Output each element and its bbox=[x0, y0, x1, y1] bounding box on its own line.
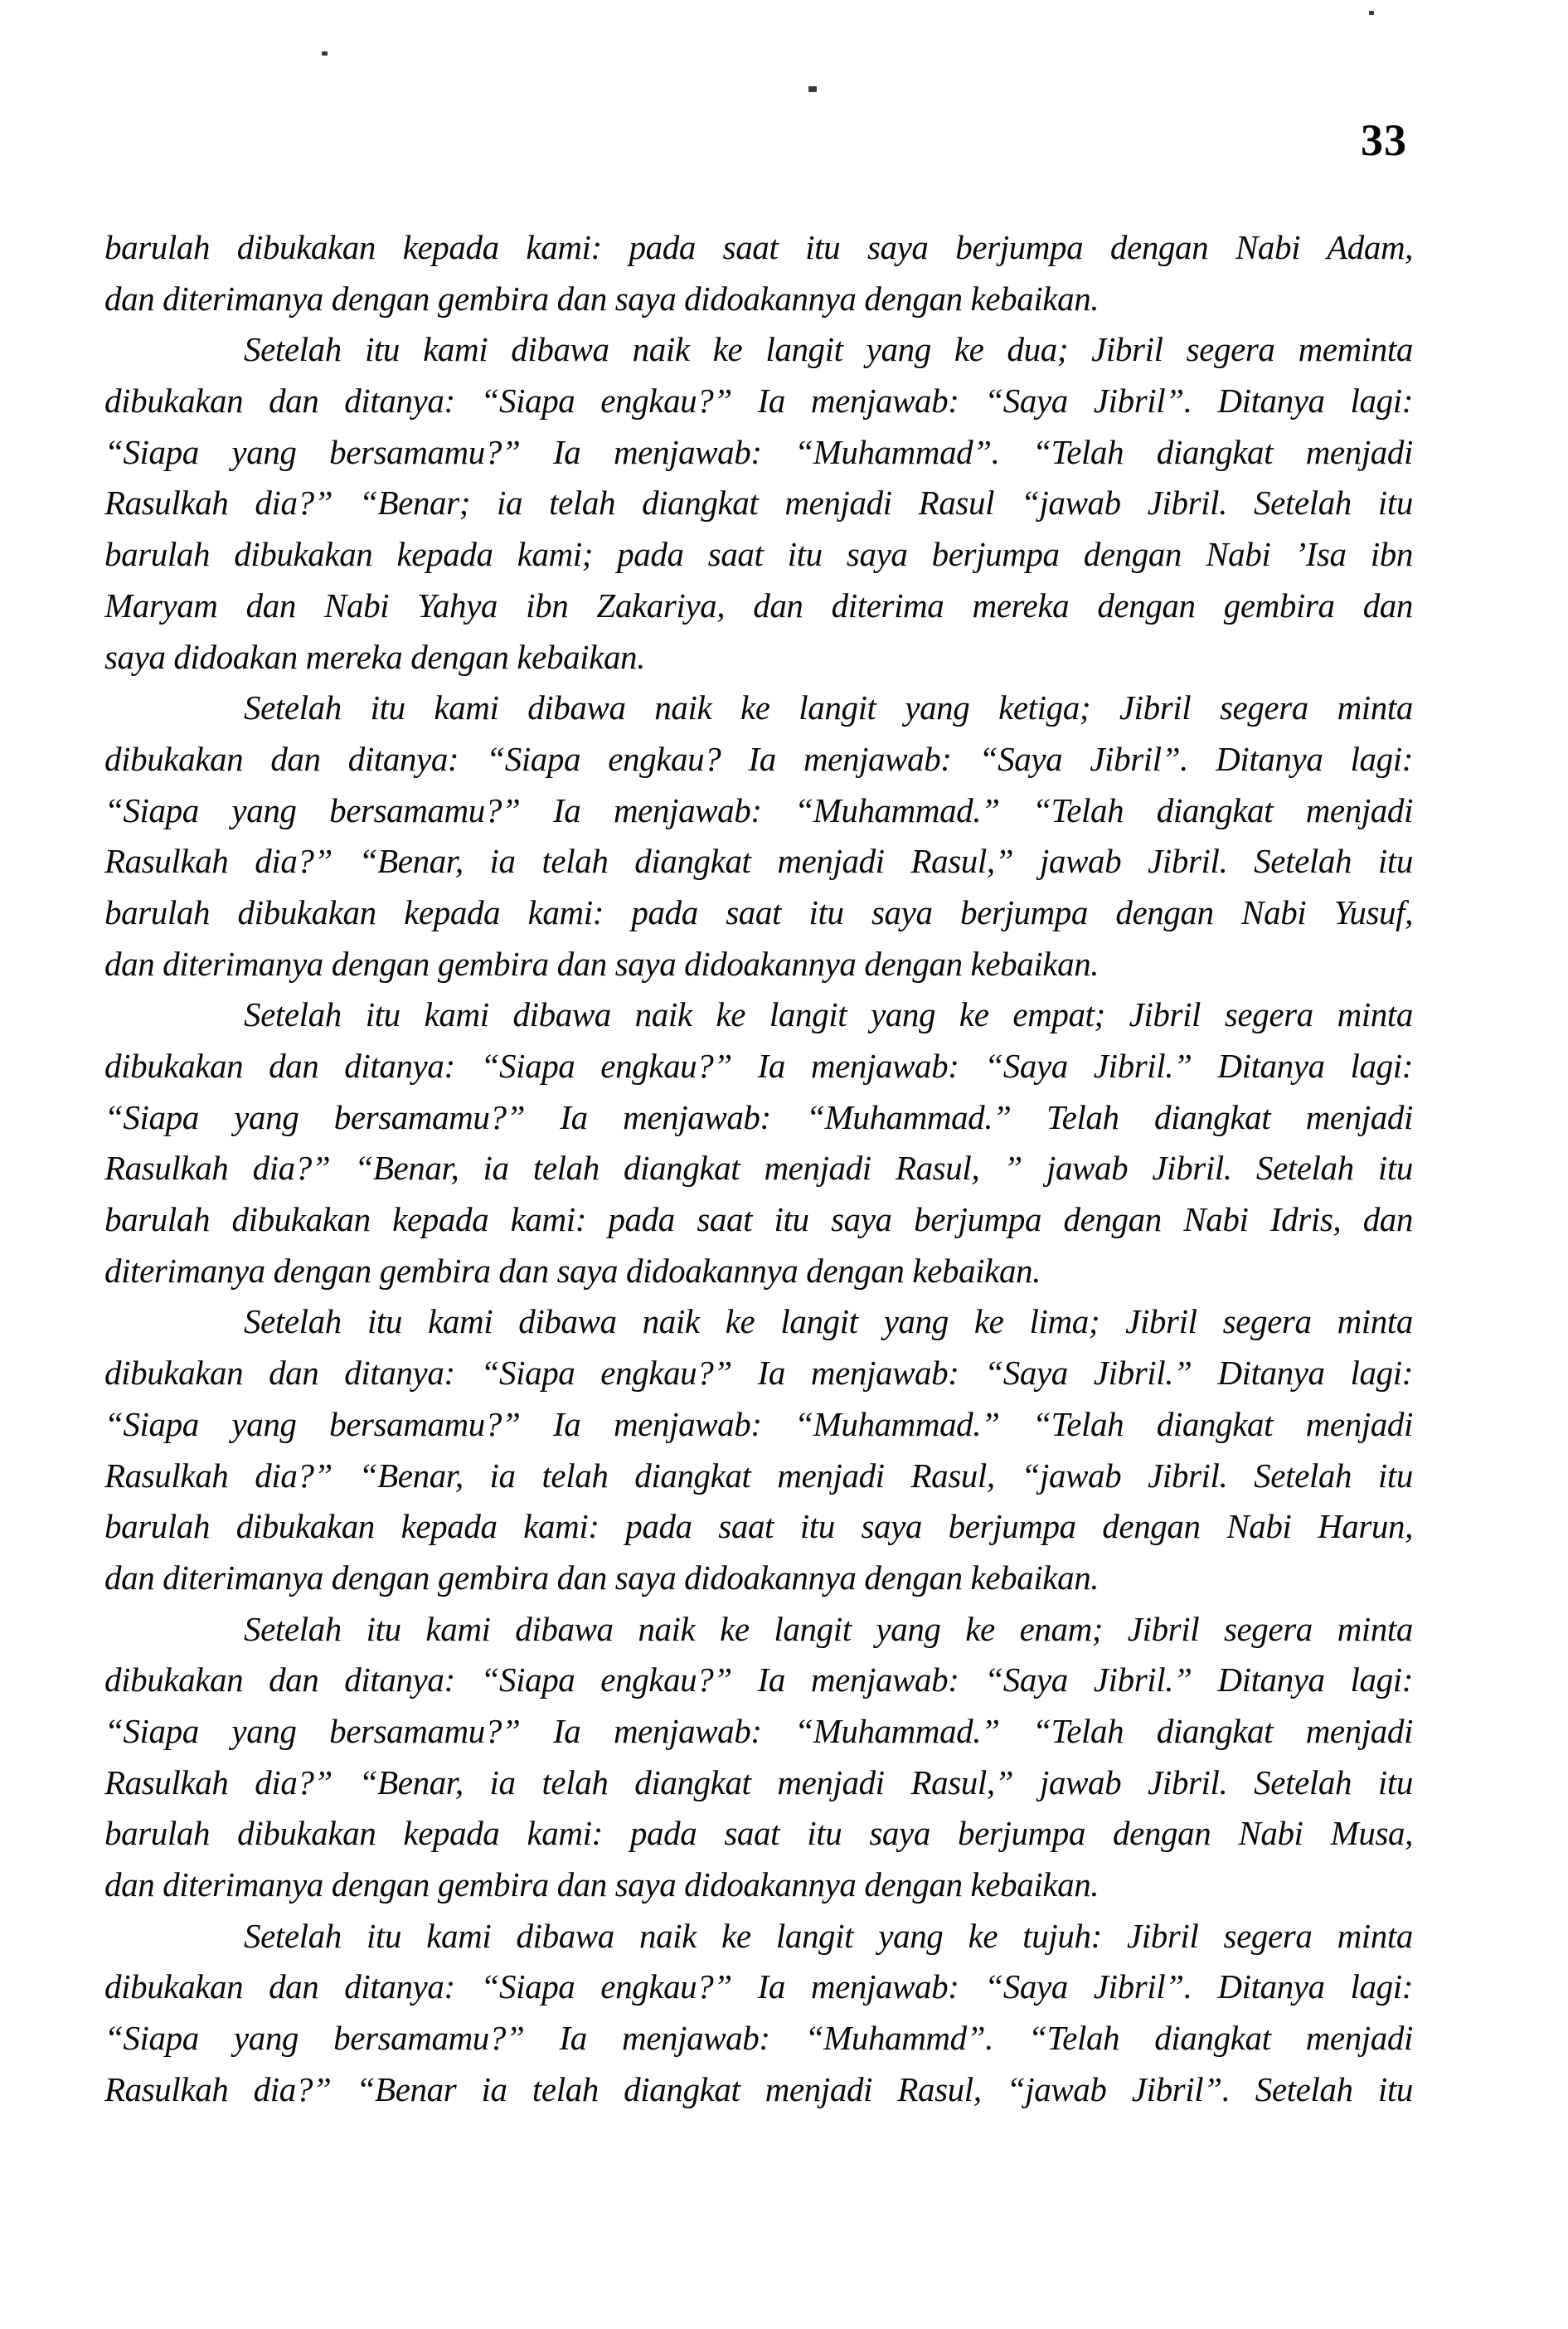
text-line: Setelah itu kami dibawa naik ke langit yang ke enam; Jibril segera minta bbox=[244, 1609, 1413, 1648]
text-line: barulah dibukakan kepada kami: pada saat itu saya berjumpa dengan Nabi Musa, bbox=[104, 1814, 1413, 1853]
paragraph bbox=[104, 989, 1413, 1296]
text-line: saya didoakan mereka dengan kebaikan. bbox=[104, 637, 646, 676]
text-line: dan diterimanya dengan gembira dan saya didoakannya dengan kebaikan. bbox=[104, 944, 1100, 983]
text-line: barulah dibukakan kepada kami: pada saat itu saya berjumpa dengan Nabi Harun, bbox=[104, 1507, 1413, 1546]
text-line: Rasulkah dia?” “Benar, ia telah diangkat menjadi Rasul, ” jawab Jibril. Setelah itu bbox=[104, 1149, 1413, 1188]
paragraph bbox=[104, 1911, 1413, 2116]
text-line: “Siapa yang bersamamu?” Ia menjawab: “Muhammad”. “Telah diangkat menjadi bbox=[104, 432, 1413, 471]
text-line: Setelah itu kami dibawa naik ke langit yang ke lima; Jibril segera minta bbox=[244, 1302, 1413, 1341]
page-number: 33 bbox=[1361, 115, 1407, 165]
text-line: “Siapa yang bersamamu?” Ia menjawab: “Muhammad.” “Telah diangkat menjadi bbox=[104, 790, 1413, 829]
paragraph bbox=[104, 324, 1413, 683]
text-line: dibukakan dan ditanya: “Siapa engkau? Ia menjawab: “Saya Jibril”. Ditanya lagi: bbox=[104, 739, 1413, 778]
text-line: dibukakan dan ditanya: “Siapa engkau?” Ia menjawab: “Saya Jibril”. Ditanya lagi: bbox=[104, 382, 1413, 421]
paragraph bbox=[104, 683, 1413, 989]
text-line: Setelah itu kami dibawa naik ke langit yang ke dua; Jibril segera meminta bbox=[244, 330, 1413, 369]
paragraph bbox=[104, 1604, 1413, 1911]
text-line: Rasulkah dia?” “Benar, ia telah diangkat menjadi Rasul,” jawab Jibril. Setelah itu bbox=[104, 1763, 1413, 1801]
text-line: “Siapa yang bersamamu?” Ia menjawab: “Muhammad.” “Telah diangkat menjadi bbox=[104, 1404, 1413, 1443]
text-line: Rasulkah dia?” “Benar; ia telah diangkat menjadi Rasul “jawab Jibril. Setelah itu bbox=[104, 484, 1413, 523]
text-line: Rasulkah dia?” “Benar ia telah diangkat menjadi Rasul, “jawab Jibril”. Setelah itu bbox=[104, 2069, 1413, 2108]
text-line: Setelah itu kami dibawa naik ke langit yang ke empat; Jibril segera minta bbox=[244, 995, 1413, 1034]
paragraph bbox=[104, 1296, 1413, 1603]
text-line: dibukakan dan ditanya: “Siapa engkau?” Ia menjawab: “Saya Jibril”. Ditanya lagi: bbox=[104, 1967, 1413, 2006]
text-line: “Siapa yang bersamamu?” Ia menjawab: “Muhammd”. “Telah diangkat menjadi bbox=[104, 2019, 1413, 2058]
text-line: Rasulkah dia?” “Benar, ia telah diangkat menjadi Rasul, “jawab Jibril. Setelah itu bbox=[104, 1456, 1413, 1495]
text-line: barulah dibukakan kepada kami; pada saat itu saya berjumpa dengan Nabi ’Isa ibn bbox=[104, 535, 1413, 574]
text-line: Setelah itu kami dibawa naik ke langit yang ketiga; Jibril segera minta bbox=[244, 688, 1413, 727]
text-line: dibukakan dan ditanya: “Siapa engkau?” Ia menjawab: “Saya Jibril.” Ditanya lagi: bbox=[104, 1354, 1413, 1393]
text-line: dibukakan dan ditanya: “Siapa engkau?” Ia menjawab: “Saya Jibril.” Ditanya lagi: bbox=[104, 1047, 1413, 1085]
text-line: diterimanya dengan gembira dan saya didoakannya dengan kebaikan. bbox=[104, 1251, 1041, 1290]
scan-speck bbox=[1369, 11, 1374, 15]
text-line: “Siapa yang bersamamu?” Ia menjawab: “Muhammad.” “Telah diangkat menjadi bbox=[104, 1711, 1413, 1750]
text-line: “Siapa yang bersamamu?” Ia menjawab: “Muhammad.” Telah diangkat menjadi bbox=[104, 1097, 1413, 1136]
text-line: Rasulkah dia?” “Benar, ia telah diangkat menjadi Rasul,” jawab Jibril. Setelah itu bbox=[104, 842, 1413, 881]
scan-speck bbox=[322, 51, 328, 56]
text-line: dibukakan dan ditanya: “Siapa engkau?” Ia menjawab: “Saya Jibril.” Ditanya lagi: bbox=[104, 1660, 1413, 1699]
text-line: Maryam dan Nabi Yahya ibn Zakariya, dan diterima mereka dengan gembira dan bbox=[104, 586, 1413, 625]
text-line: barulah dibukakan kepada kami: pada saat itu saya berjumpa dengan Nabi Yusuf, bbox=[104, 892, 1413, 931]
text-line: dan diterimanya dengan gembira dan saya didoakannya dengan kebaikan. bbox=[104, 1865, 1100, 1904]
scan-speck bbox=[808, 86, 817, 92]
text-line: barulah dibukakan kepada kami: pada saat itu saya berjumpa dengan Nabi Adam, bbox=[104, 228, 1413, 266]
text-line: dan diterimanya dengan gembira dan saya didoakannya dengan kebaikan. bbox=[104, 1558, 1100, 1597]
text-block bbox=[104, 222, 1413, 2115]
paragraph bbox=[104, 222, 1413, 324]
text-line: Setelah itu kami dibawa naik ke langit yang ke tujuh: Jibril segera minta bbox=[244, 1916, 1413, 1955]
text-line: dan diterimanya dengan gembira dan saya didoakannya dengan kebaikan. bbox=[104, 279, 1100, 318]
text-line: barulah dibukakan kepada kami: pada saat itu saya berjumpa dengan Nabi Idris, dan bbox=[104, 1200, 1413, 1239]
